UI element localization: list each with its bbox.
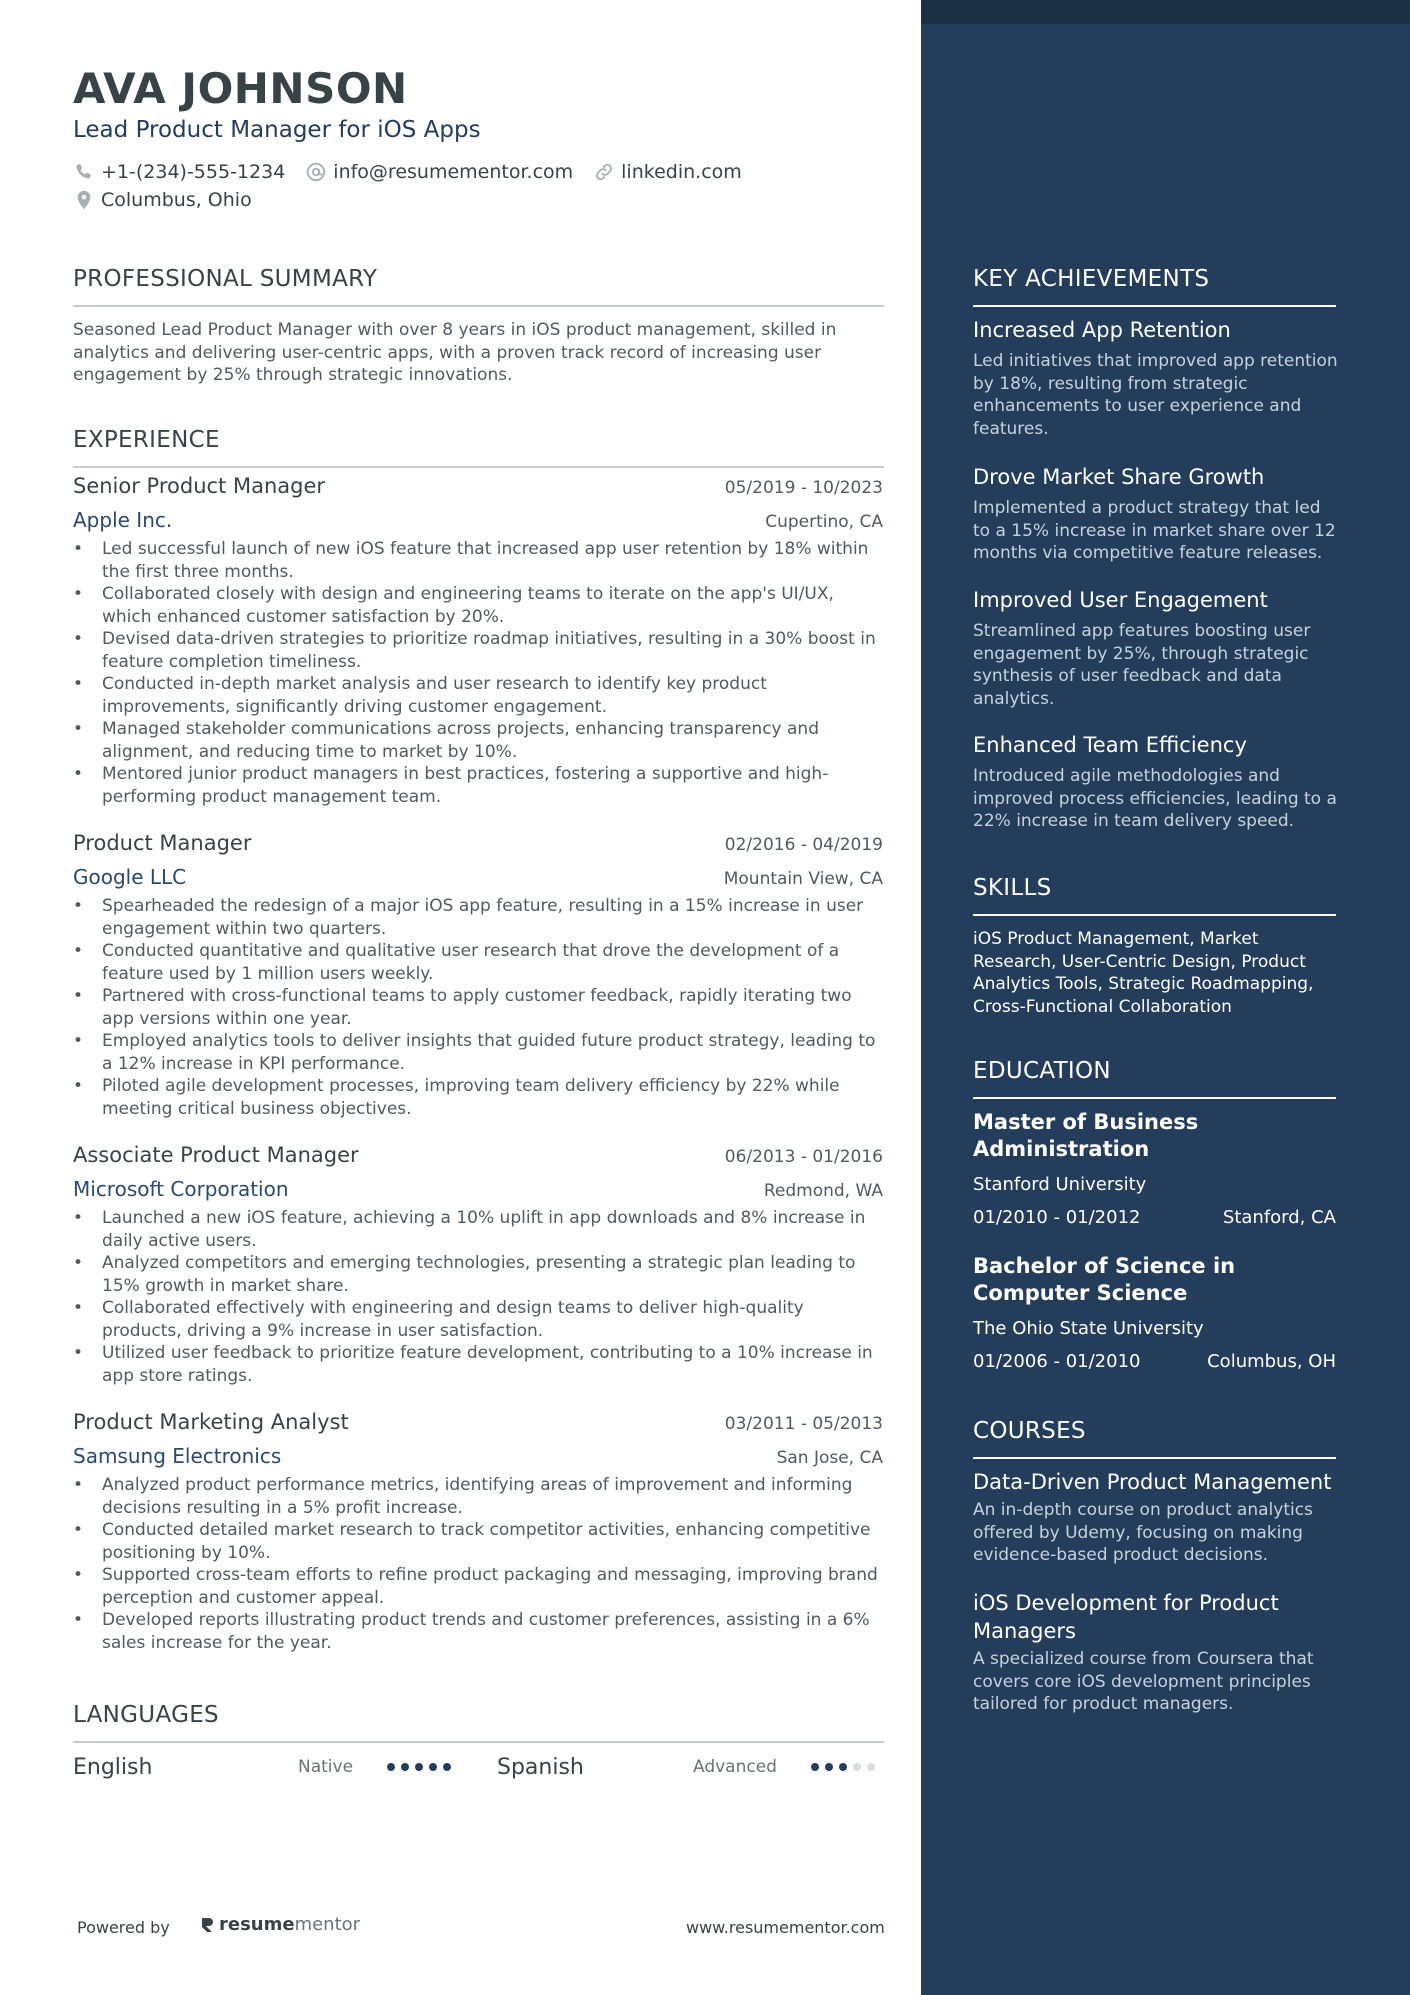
job-location: Cupertino, CA bbox=[765, 512, 883, 532]
experience-divider bbox=[73, 466, 884, 468]
job-company: Apple Inc. bbox=[73, 508, 173, 532]
achievement-text: Implemented a product strategy that led to a 15% increase in market share over 12 months via competitive feature releases. bbox=[973, 498, 1336, 563]
achievements-heading: KEY ACHIEVEMENTS bbox=[973, 266, 1210, 292]
job-location: Redmond, WA bbox=[763, 1181, 883, 1201]
proficiency-dot-filled bbox=[387, 1763, 395, 1771]
job-bullet: • Employed analytics tools to deliver insights that guided future product strategy, leading to a 12% increase in KPI performance. bbox=[73, 1030, 883, 1075]
proficiency-dot-filled bbox=[839, 1763, 847, 1771]
job-company: Samsung Electronics bbox=[73, 1444, 282, 1468]
phone-text: +1-(234)-555-1234 bbox=[101, 161, 286, 183]
phone-contact[interactable] bbox=[73, 161, 285, 183]
job-bullet: • Devised data-driven strategies to prioritize roadmap initiatives, resulting in a 30% boost in feature completion timeliness. bbox=[73, 628, 883, 673]
location-row bbox=[73, 189, 272, 211]
map-pin-icon bbox=[73, 189, 95, 211]
language-item bbox=[497, 1752, 887, 1782]
job-dates: 06/2013 - 01/2016 bbox=[724, 1147, 883, 1167]
education-item bbox=[973, 1109, 1338, 1228]
education-location: Columbus, OH bbox=[1207, 1351, 1336, 1372]
course-item bbox=[973, 1589, 1338, 1716]
languages-divider bbox=[73, 1741, 884, 1743]
proficiency-dot-filled bbox=[443, 1763, 451, 1771]
job-entry bbox=[73, 831, 883, 1120]
proficiency-dot-empty bbox=[867, 1763, 875, 1771]
achievement-title: Enhanced Team Efficiency bbox=[973, 733, 1247, 757]
course-text: A specialized course from Coursera that covers core iOS development principles tailored for product managers. bbox=[973, 1649, 1314, 1714]
website-link[interactable]: www.resumementor.com bbox=[686, 1918, 885, 1937]
proficiency-dot-filled bbox=[825, 1763, 833, 1771]
education-school: The Ohio State University bbox=[973, 1318, 1204, 1339]
language-item bbox=[73, 1752, 463, 1782]
job-bullet: • Partnered with cross-functional teams to apply customer feedback, rapidly iterating two app versions within one year. bbox=[73, 985, 883, 1030]
email-text: info@resumementor.com bbox=[333, 161, 574, 183]
powered-by-label: Powered by bbox=[77, 1918, 170, 1937]
language-level: Native bbox=[298, 1757, 354, 1777]
education-dates: 01/2010 - 01/2012 bbox=[973, 1207, 1141, 1228]
job-bullet: • Collaborated effectively with engineering and design teams to deliver high-quality products, driving a 9% increase in user satisfaction. bbox=[73, 1297, 883, 1342]
job-bullets bbox=[73, 895, 883, 1120]
job-bullet: • Piloted agile development processes, improving team delivery efficiency by 22% while meeting critical business objectives. bbox=[73, 1075, 883, 1120]
languages-heading: LANGUAGES bbox=[73, 1702, 219, 1728]
achievement-item bbox=[973, 463, 1338, 565]
job-bullet: • Supported cross-team efforts to refine product packaging and messaging, improving brand perception and customer appeal. bbox=[73, 1564, 883, 1609]
job-location: San Jose, CA bbox=[776, 1448, 883, 1468]
achievement-title: Drove Market Share Growth bbox=[973, 465, 1265, 489]
job-dates: 03/2011 - 05/2013 bbox=[724, 1414, 883, 1434]
job-bullet: • Developed reports illustrating product trends and customer preferences, assisting in a 6% sales increase for the year. bbox=[73, 1609, 883, 1654]
courses-heading: COURSES bbox=[973, 1418, 1086, 1444]
achievement-text: Led initiatives that improved app retention by 18%, resulting from strategic enhancements to user experience and features. bbox=[973, 351, 1338, 439]
job-entry bbox=[73, 1143, 883, 1387]
achievement-text: Introduced agile methodologies and improved process efficiencies, leading to a 22% increase in team delivery speed. bbox=[973, 766, 1337, 831]
job-bullet: • Managed stakeholder communications across projects, enhancing transparency and alignment, and reducing time to market by 10%. bbox=[73, 718, 883, 763]
achievement-title: Increased App Retention bbox=[973, 318, 1231, 342]
job-bullets bbox=[73, 538, 883, 808]
skills-heading: SKILLS bbox=[973, 875, 1052, 901]
language-dots bbox=[387, 1763, 457, 1771]
location-contact bbox=[73, 189, 252, 211]
logo-text-light: mentor bbox=[294, 1914, 361, 1935]
job-title: Associate Product Manager bbox=[73, 1143, 359, 1167]
proficiency-dot-filled bbox=[429, 1763, 437, 1771]
job-title: Product Marketing Analyst bbox=[73, 1410, 349, 1434]
skills-text: iOS Product Management, Market Research, User-Centric Design, Product Analytics Tools, Strategic Roadmapping, Cross-Functional Collaboration bbox=[973, 929, 1314, 1017]
education-degree: Bachelor of Science in Computer Science bbox=[973, 1254, 1236, 1305]
job-bullet: • Mentored junior product managers in best practices, fostering a supportive and high-performing product management team. bbox=[73, 763, 883, 808]
summary-divider bbox=[73, 305, 884, 307]
education-heading: EDUCATION bbox=[973, 1058, 1111, 1084]
job-location: Mountain View, CA bbox=[723, 869, 883, 889]
job-dates: 05/2019 - 10/2023 bbox=[724, 478, 883, 498]
email-contact[interactable] bbox=[305, 161, 573, 183]
education-divider bbox=[973, 1097, 1336, 1099]
summary-text: Seasoned Lead Product Manager with over 8 years in iOS product management, skilled in analytics and delivering user-centric apps, with a proven track record of increasing user engagement by 25% through strategic innovations. bbox=[73, 320, 837, 385]
linkedin-contact[interactable] bbox=[593, 161, 742, 183]
courses-divider bbox=[973, 1457, 1336, 1459]
job-title: Product Manager bbox=[73, 831, 252, 855]
proficiency-dot-filled bbox=[811, 1763, 819, 1771]
experience-heading: EXPERIENCE bbox=[73, 427, 220, 453]
job-company: Microsoft Corporation bbox=[73, 1177, 289, 1201]
education-location: Stanford, CA bbox=[1222, 1207, 1336, 1228]
job-company: Google LLC bbox=[73, 865, 187, 889]
candidate-name: AVA JOHNSON bbox=[73, 64, 408, 113]
achievement-item bbox=[973, 316, 1338, 440]
job-bullet: • Conducted in-depth market analysis and user research to identify key product improvements, significantly driving customer engagement. bbox=[73, 673, 883, 718]
job-bullet: • Launched a new iOS feature, achieving a 10% uplift in app downloads and 8% increase in daily active users. bbox=[73, 1207, 883, 1252]
course-title: Data-Driven Product Management bbox=[973, 1470, 1332, 1494]
linkedin-text: linkedin.com bbox=[621, 161, 742, 183]
job-bullets bbox=[73, 1207, 883, 1387]
job-bullet: • Conducted detailed market research to track competitor activities, enhancing competitive positioning by 10%. bbox=[73, 1519, 883, 1564]
education-degree: Master of Business Administration bbox=[973, 1110, 1199, 1161]
job-title: Senior Product Manager bbox=[73, 474, 326, 498]
language-name: Spanish bbox=[497, 1754, 584, 1780]
achievements-divider bbox=[973, 305, 1336, 307]
at-sign-icon bbox=[305, 161, 327, 183]
education-item bbox=[973, 1253, 1338, 1372]
link-icon bbox=[593, 161, 615, 183]
phone-icon bbox=[73, 161, 95, 183]
job-dates: 02/2016 - 04/2019 bbox=[724, 835, 883, 855]
proficiency-dot-filled bbox=[415, 1763, 423, 1771]
job-bullet: • Utilized user feedback to prioritize feature development, contributing to a 10% increase in app store ratings. bbox=[73, 1342, 883, 1387]
proficiency-dot-filled bbox=[401, 1763, 409, 1771]
achievement-item bbox=[973, 731, 1338, 833]
job-entry bbox=[73, 1410, 883, 1654]
contact-row bbox=[73, 161, 762, 183]
logo-text-bold: resume bbox=[219, 1914, 295, 1935]
achievement-title: Improved User Engagement bbox=[973, 588, 1268, 612]
language-level: Advanced bbox=[693, 1757, 777, 1777]
job-bullet: • Spearheaded the redesign of a major iOS app feature, resulting in a 15% increase in user engagement within two quarters. bbox=[73, 895, 883, 940]
job-bullet: • Conducted quantitative and qualitative user research that drove the development of a feature used by 1 million users weekly. bbox=[73, 940, 883, 985]
achievement-text: Streamlined app features boosting user engagement by 25%, through strategic synthesis of user feedback and data analytics. bbox=[973, 621, 1311, 709]
job-bullet: • Led successful launch of new iOS feature that increased app user retention by 18% within the first three months. bbox=[73, 538, 883, 583]
language-name: English bbox=[73, 1754, 153, 1780]
education-dates: 01/2006 - 01/2010 bbox=[973, 1351, 1141, 1372]
job-bullet: • Analyzed product performance metrics, identifying areas of improvement and informing decisions resulting in a 5% profit increase. bbox=[73, 1474, 883, 1519]
candidate-role: Lead Product Manager for iOS Apps bbox=[73, 117, 481, 143]
resumementor-logo[interactable] bbox=[199, 1914, 360, 1935]
proficiency-dot-empty bbox=[853, 1763, 861, 1771]
job-bullets bbox=[73, 1474, 883, 1654]
education-school: Stanford University bbox=[973, 1174, 1147, 1195]
course-item bbox=[973, 1468, 1338, 1567]
job-bullet: • Analyzed competitors and emerging technologies, presenting a strategic plan leading to 15% growth in market share. bbox=[73, 1252, 883, 1297]
location-text: Columbus, Ohio bbox=[101, 189, 252, 211]
sidebar-top-bar bbox=[921, 0, 1410, 24]
skills-divider bbox=[973, 914, 1336, 916]
job-entry bbox=[73, 474, 883, 808]
course-text: An in-depth course on product analytics offered by Udemy, focusing on making evidence-based product decisions. bbox=[973, 1500, 1313, 1565]
language-dots bbox=[811, 1763, 881, 1771]
achievement-item bbox=[973, 586, 1338, 710]
summary-heading: PROFESSIONAL SUMMARY bbox=[73, 266, 378, 292]
job-bullet: • Collaborated closely with design and engineering teams to iterate on the app's UI/UX, which enhanced customer satisfaction by 20%. bbox=[73, 583, 883, 628]
course-title: iOS Development for Product Managers bbox=[973, 1591, 1279, 1643]
logo-mark-icon bbox=[199, 1916, 215, 1934]
